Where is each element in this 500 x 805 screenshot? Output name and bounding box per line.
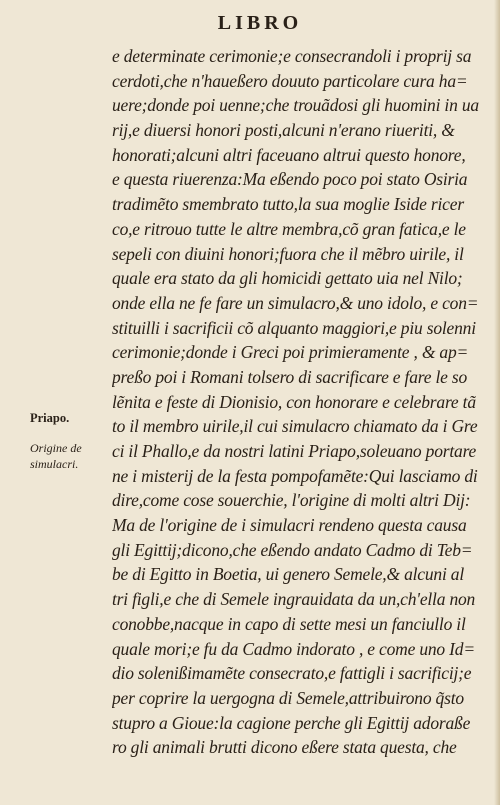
text-line: lẽnita e feste di Dionisio, con honorare e celebrare tã <box>112 391 476 412</box>
text-line: cerimonie;donde i Greci poi primieramente , & ap= <box>112 342 469 363</box>
margin-note-origine-line2: simulacri. <box>30 457 79 471</box>
text-line: quale era stato da gli homicidi gettato uia nel Nilo; <box>112 268 463 289</box>
page-edge-shadow <box>494 0 500 805</box>
text-line: cerdoti,che n'haueßero douuto particolare cura ha= <box>112 70 468 91</box>
text-line: e determinate cerimonie;e consecrandoli i proprij sa <box>112 46 472 66</box>
text-line: to il membro uirile,il cui simulacro chiamato da i Gre <box>112 416 478 437</box>
text-line: per coprire la uergogna di Semele,attribuirono q̃sto <box>112 687 464 708</box>
text-line: tradimẽto smembrato tutto,la sua moglie Iside ricer <box>112 194 464 215</box>
text-line: rij,e diuersi honori posti,alcuni n'erano riueriti, & <box>112 120 455 141</box>
text-line: stituilli i sacrificii cõ alquanto maggiori,e piu solenni <box>112 317 476 338</box>
text-line: gli Egittij;dicono,che eßendo andato Cadmo di Teb= <box>112 539 473 560</box>
text-line: preßo poi i Romani tolsero di sacrificare e fare le so <box>112 366 468 387</box>
text-line: onde ella ne fe fare un simulacro,& uno idolo, e con= <box>112 292 479 313</box>
text-line: ci il Phallo,e da nostri latini Priapo,soleuano portare <box>112 441 477 461</box>
margin-note-priapo: Priapo. <box>30 411 70 425</box>
text-line: stupro a Gioue:la cagione perche gli Egittij adoraße <box>112 712 471 733</box>
text-line: Ma de l'origine de i simulacri rendeno questa causa <box>112 515 467 536</box>
text-line: tri figli,e che di Semele ingrauidata da un,ch'ella non <box>112 589 476 610</box>
text-line: dio solenißimamẽte consecrato,e fattigli i sacrificij;e <box>112 663 472 684</box>
text-line: sepeli con diuini honori;fuora che il mẽbro uirile, il <box>112 243 464 264</box>
text-line: honorati;alcuni altri faceuano altrui questo honore, <box>112 144 466 165</box>
text-line: uere;donde poi uenne;che trouãdosi gli huomini in ua <box>112 95 479 116</box>
text-line: ro gli animali brutti dicono eßere stata questa, che <box>112 737 457 758</box>
text-line: e questa riuerenza:Ma eßendo poco poi stato Osiria <box>112 169 468 190</box>
text-line: quale mori;e fu da Cadmo indorato , e come uno Id= <box>112 638 475 659</box>
text-line: be di Egitto in Boetia, ui genero Semele,& alcuni al <box>112 564 464 585</box>
text-line: dire,come cose souerchie, l'origine di molti altri Dij: <box>112 490 471 511</box>
text-line: co,e ritrouo tutte le altre membra,cõ gran fatica,e le <box>112 218 466 239</box>
margin-notes <box>30 410 110 472</box>
margin-note-origine-line1: Origine de <box>30 441 82 455</box>
text-line: conobbe,nacque in capo di sette mesi un fanciullo il <box>112 613 466 634</box>
body-text <box>112 44 486 760</box>
running-header: LIBRO <box>217 12 303 34</box>
text-line: ne i misterij de la festa pompofamẽte:Qui lasciamo di <box>112 465 478 486</box>
